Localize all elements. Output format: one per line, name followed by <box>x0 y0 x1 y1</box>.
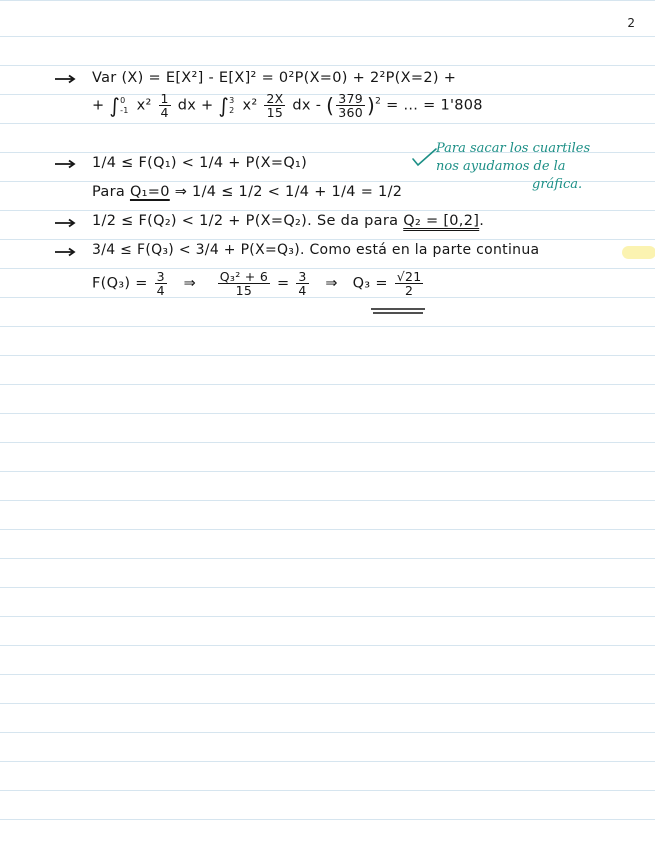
fraction <box>159 92 171 119</box>
result: = ... = 1'808 <box>386 97 483 114</box>
right-arrow-icon <box>54 159 76 169</box>
integral-lower: 2 <box>229 105 235 115</box>
mean-fraction <box>336 92 365 119</box>
equals-sign: = <box>277 275 290 292</box>
fraction-numerator: 379 <box>338 91 364 106</box>
integral-lower: -1 <box>120 105 129 115</box>
q2-line <box>92 213 484 229</box>
exponent: 2 <box>375 96 382 107</box>
fraction-denominator: 4 <box>298 283 307 298</box>
plus-sign: + <box>92 97 105 114</box>
fraction <box>264 92 285 119</box>
page-number: 2 <box>627 16 635 30</box>
note-line-2: nos ayudamos de la <box>436 159 566 174</box>
period: . <box>479 213 485 229</box>
double-underline <box>370 308 426 314</box>
q1-condition-line: 1/4 ≤ F(Q₁) < 1/4 + P(X=Q₁) <box>92 155 308 171</box>
integral-sign: ∫ <box>109 93 121 118</box>
open-paren: ( <box>326 93 335 118</box>
integral-upper: 0 <box>120 95 126 105</box>
fraction-denominator: 15 <box>266 105 284 120</box>
q1-value: Q₁=0 <box>129 184 170 200</box>
implies-sign: ⇒ <box>183 275 197 292</box>
differential: dx + <box>177 97 214 114</box>
highlighter-mark <box>622 246 655 259</box>
fraction <box>155 270 167 297</box>
q3-fraction <box>395 270 424 297</box>
q1-check: ⇒ 1/4 ≤ 1/2 < 1/4 + 1/4 = 1/2 <box>174 184 403 200</box>
integral-upper: 3 <box>229 95 235 105</box>
implies-sign: ⇒ <box>325 275 338 292</box>
fraction-denominator: 4 <box>160 105 169 120</box>
fraction-numerator: 2X <box>266 91 284 106</box>
right-arrow-icon <box>54 247 76 257</box>
q3-condition-line: 3/4 ≤ F(Q₃) < 3/4 + P(X=Q₃). Como está en la parte continua <box>92 242 540 258</box>
fraction-numerator: √21 <box>396 269 422 284</box>
fraction <box>218 270 270 297</box>
q3-lhs: F(Q₃) = <box>92 275 148 292</box>
integral-sign: ∫ <box>218 93 230 118</box>
q1-result-line <box>92 184 402 200</box>
fraction-numerator: 3 <box>298 269 307 284</box>
differential: dx - <box>292 97 322 114</box>
right-arrow-icon <box>54 218 76 228</box>
fraction-numerator: 1 <box>160 91 169 106</box>
fraction-denominator: 4 <box>156 283 165 298</box>
fraction-numerator: Q₃² + 6 <box>219 269 269 284</box>
fraction <box>296 270 308 297</box>
integral-line <box>92 92 483 119</box>
note-line-1: Para sacar los cuartiles <box>436 141 591 156</box>
integral-limits <box>120 96 129 116</box>
para-label: Para <box>92 184 126 200</box>
q2-value: Q₂ = [0,2] <box>403 213 480 229</box>
integrand-x2: x² <box>136 97 152 114</box>
fraction-numerator: 3 <box>156 269 165 284</box>
close-paren: ) <box>367 93 376 118</box>
q3-label: Q₃ = <box>352 275 388 292</box>
right-arrow-icon <box>54 74 76 84</box>
integral-limits <box>229 96 234 116</box>
fraction-denominator: 15 <box>235 283 253 298</box>
q3-solution-line <box>92 270 425 297</box>
variance-line: Var (X) = E[X²] - E[X]² = 0²P(X=0) + 2²P(X=2) + <box>92 70 457 86</box>
fraction-denominator: 360 <box>338 105 364 120</box>
q2-condition: 1/2 ≤ F(Q₂) < 1/2 + P(X=Q₂). Se da para <box>92 213 399 229</box>
note-line-3: gráfica. <box>532 177 583 192</box>
integrand-x2: x² <box>242 97 258 114</box>
fraction-denominator: 2 <box>404 283 414 298</box>
side-note <box>436 140 636 194</box>
